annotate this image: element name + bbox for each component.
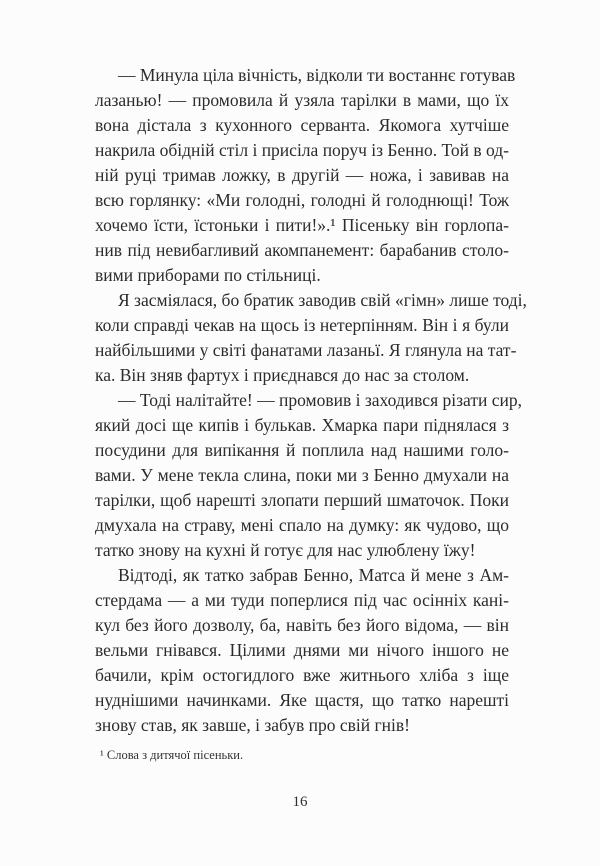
text-line: Я засміялася, бо братик заводив свій «гімн» лише тоді, (118, 290, 527, 310)
paragraph (95, 288, 527, 388)
text-line: накрила обідній стіл і присіла поруч із Бенно. Той в од- (95, 140, 509, 160)
text-line: нив під невибагливий акомпанемент: барабанив столо- (95, 240, 509, 260)
text-line: вона дістала з кухонного серванта. Якомога хутчіше (95, 115, 509, 135)
text-line: який досі ще кипів і булькав. Хмарка пари піднялася з (95, 415, 509, 435)
text-line: вельми гнівався. Цілими днями ми нічого іншого не (95, 640, 509, 660)
text-line: нуднішими начинками. Яке щастя, що татко нарешті (95, 690, 509, 710)
text-line: найбільшими у світі фанатами лазаньї. Я глянула на тат- (95, 340, 517, 360)
page-number: 16 (292, 794, 308, 810)
footnote: ¹ Слова з дитячої пісеньки. (100, 748, 244, 762)
text-line: знову став, як завше, і забув про свій гнів! (95, 715, 410, 735)
text-line: тарілки, щоб нарешті злопати перший шматочок. Поки (95, 490, 509, 510)
text-line: хочемо їсти, їстоньки і пити!».¹ Пісеньку він горлопа- (95, 215, 509, 235)
text-line: — Тоді налітайте! — промовив і заходився різати сир, (118, 390, 522, 410)
text-line: коли справді чекав на щось із нетерпінням. Він і я були (95, 315, 509, 335)
text-block (95, 63, 527, 738)
text-line: лазанью! — промовила й узяла тарілки в мами, що їх (95, 90, 509, 110)
text-line: посудини для випікання й поплила над нашими голо- (95, 440, 509, 460)
text-line: — Минула ціла вічність, відколи ти востаннє готував (118, 65, 516, 85)
text-line: татко знову на кухні й готує для нас улюблену їжу! (95, 540, 476, 560)
text-line: ній руці тримав ложку, в другій — ножа, і завивав на (95, 165, 509, 185)
text-line: вами. У мене текла слина, поки ми з Бенно дмухали на (95, 465, 509, 485)
text-line: бачили, крім остогидлого вже житнього хліба з іще (95, 665, 509, 685)
text-line: вими приборами по стільниці. (95, 265, 321, 285)
text-line: ка. Він зняв фартух і приєднався до нас за столом. (95, 365, 470, 385)
text-line: кул без його дозволу, ба, навіть без його відома, — він (95, 615, 509, 635)
paragraph (95, 563, 509, 738)
paragraph (95, 63, 516, 288)
text-line: всю горлянку: «Ми голодні, голодні й голоднющі! Тож (95, 190, 509, 210)
text-line: стердама — а ми туди поперлися під час осінніх кані- (95, 590, 509, 610)
text-line: дмухала на страву, мені спало на думку: як чудово, що (95, 515, 509, 535)
text-line: Відтоді, як татко забрав Бенно, Матса й мене з Ам- (118, 565, 509, 585)
paragraph (95, 388, 522, 563)
